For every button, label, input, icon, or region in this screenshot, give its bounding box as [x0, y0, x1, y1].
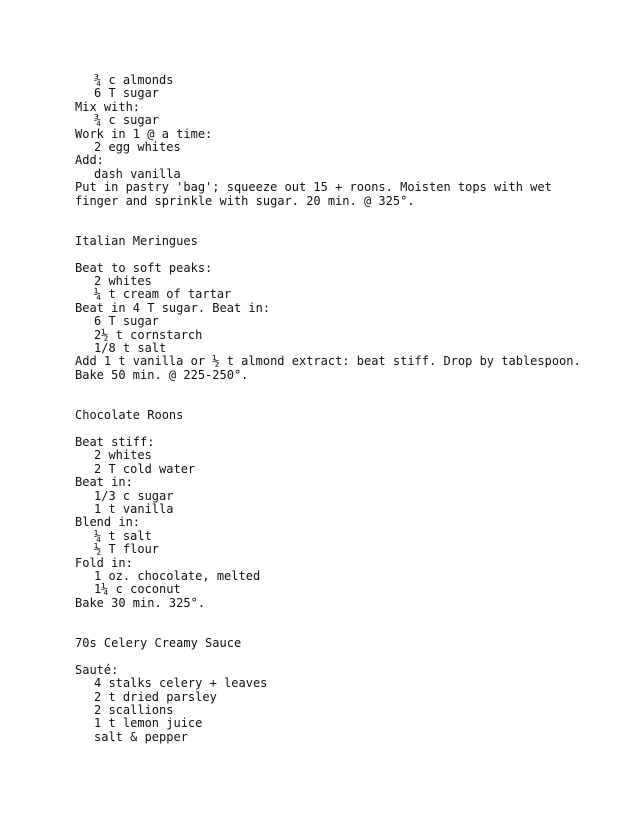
instruction-line: Mix with:	[75, 99, 141, 114]
instruction-line: Fold in:	[75, 555, 133, 570]
instruction-line: Beat in 4 T sugar. Beat in:	[75, 300, 271, 315]
ingredient-line: 1¼ c coconut	[94, 582, 181, 597]
ingredient-line: 6 T sugar	[94, 314, 160, 329]
ingredient-line: dash vanilla	[94, 166, 181, 181]
ingredient-line: ½ T flour	[94, 542, 160, 557]
ingredient-line: 4 stalks celery + leaves	[94, 676, 268, 691]
ingredient-line: ¾ c almonds	[94, 73, 174, 87]
ingredient-line: 2 T cold water	[94, 461, 196, 476]
ingredient-line: salt & pepper	[94, 729, 188, 744]
celery-creamy-sauce-recipe	[75, 637, 615, 744]
chocolate-roons-recipe	[75, 409, 615, 610]
instruction-line: Sauté:	[75, 662, 119, 677]
macaroon-recipe-continued	[75, 74, 615, 208]
ingredient-line: 1 t lemon juice	[94, 716, 203, 731]
instruction-line: Beat stiff:	[75, 434, 155, 449]
instruction-line: Add:	[75, 153, 104, 168]
ingredient-line: 6 T sugar	[94, 86, 160, 101]
ingredient-line: 2 whites	[94, 448, 152, 463]
instruction-line: Blend in:	[75, 515, 141, 530]
instruction-line: Add 1 t vanilla or ½ t almond extract: beat stiff. Drop by tablespoon.	[75, 354, 581, 369]
instruction-line: Bake 30 min. 325°.	[75, 595, 206, 610]
ingredient-line: 2 scallions	[94, 703, 174, 718]
ingredient-line: 2 egg whites	[94, 139, 181, 154]
instruction-line: Beat to soft peaks:	[75, 260, 213, 275]
ingredient-line: ¼ t cream of tartar	[94, 287, 232, 302]
ingredient-line: ¾ c sugar	[94, 113, 160, 128]
ingredient-line: 2½ t cornstarch	[94, 327, 203, 342]
ingredient-line: 2 t dried parsley	[94, 689, 217, 704]
instruction-line: Put in pastry 'bag'; squeeze out 15 + roons. Moisten tops with wet	[75, 180, 552, 195]
recipe-title: Chocolate Roons	[75, 408, 184, 423]
instruction-line: Beat in:	[75, 475, 133, 490]
instruction-line: finger and sprinkle with sugar. 20 min. @ 325°.	[75, 193, 415, 208]
recipe-title: 70s Celery Creamy Sauce	[75, 636, 242, 651]
italian-meringues-recipe	[75, 235, 615, 382]
ingredient-line: 2 whites	[94, 274, 152, 289]
recipe-page	[75, 74, 615, 744]
recipe-title: Italian Meringues	[75, 233, 198, 248]
ingredient-line: 1 oz. chocolate, melted	[94, 568, 261, 583]
instruction-line: Bake 50 min. @ 225-250°.	[75, 367, 249, 382]
ingredient-line: ¼ t salt	[94, 528, 152, 543]
ingredient-line: 1/8 t salt	[94, 341, 167, 356]
ingredient-line: 1 t vanilla	[94, 501, 174, 516]
instruction-line: Work in 1 @ a time:	[75, 126, 213, 141]
ingredient-line: 1/3 c sugar	[94, 488, 174, 503]
